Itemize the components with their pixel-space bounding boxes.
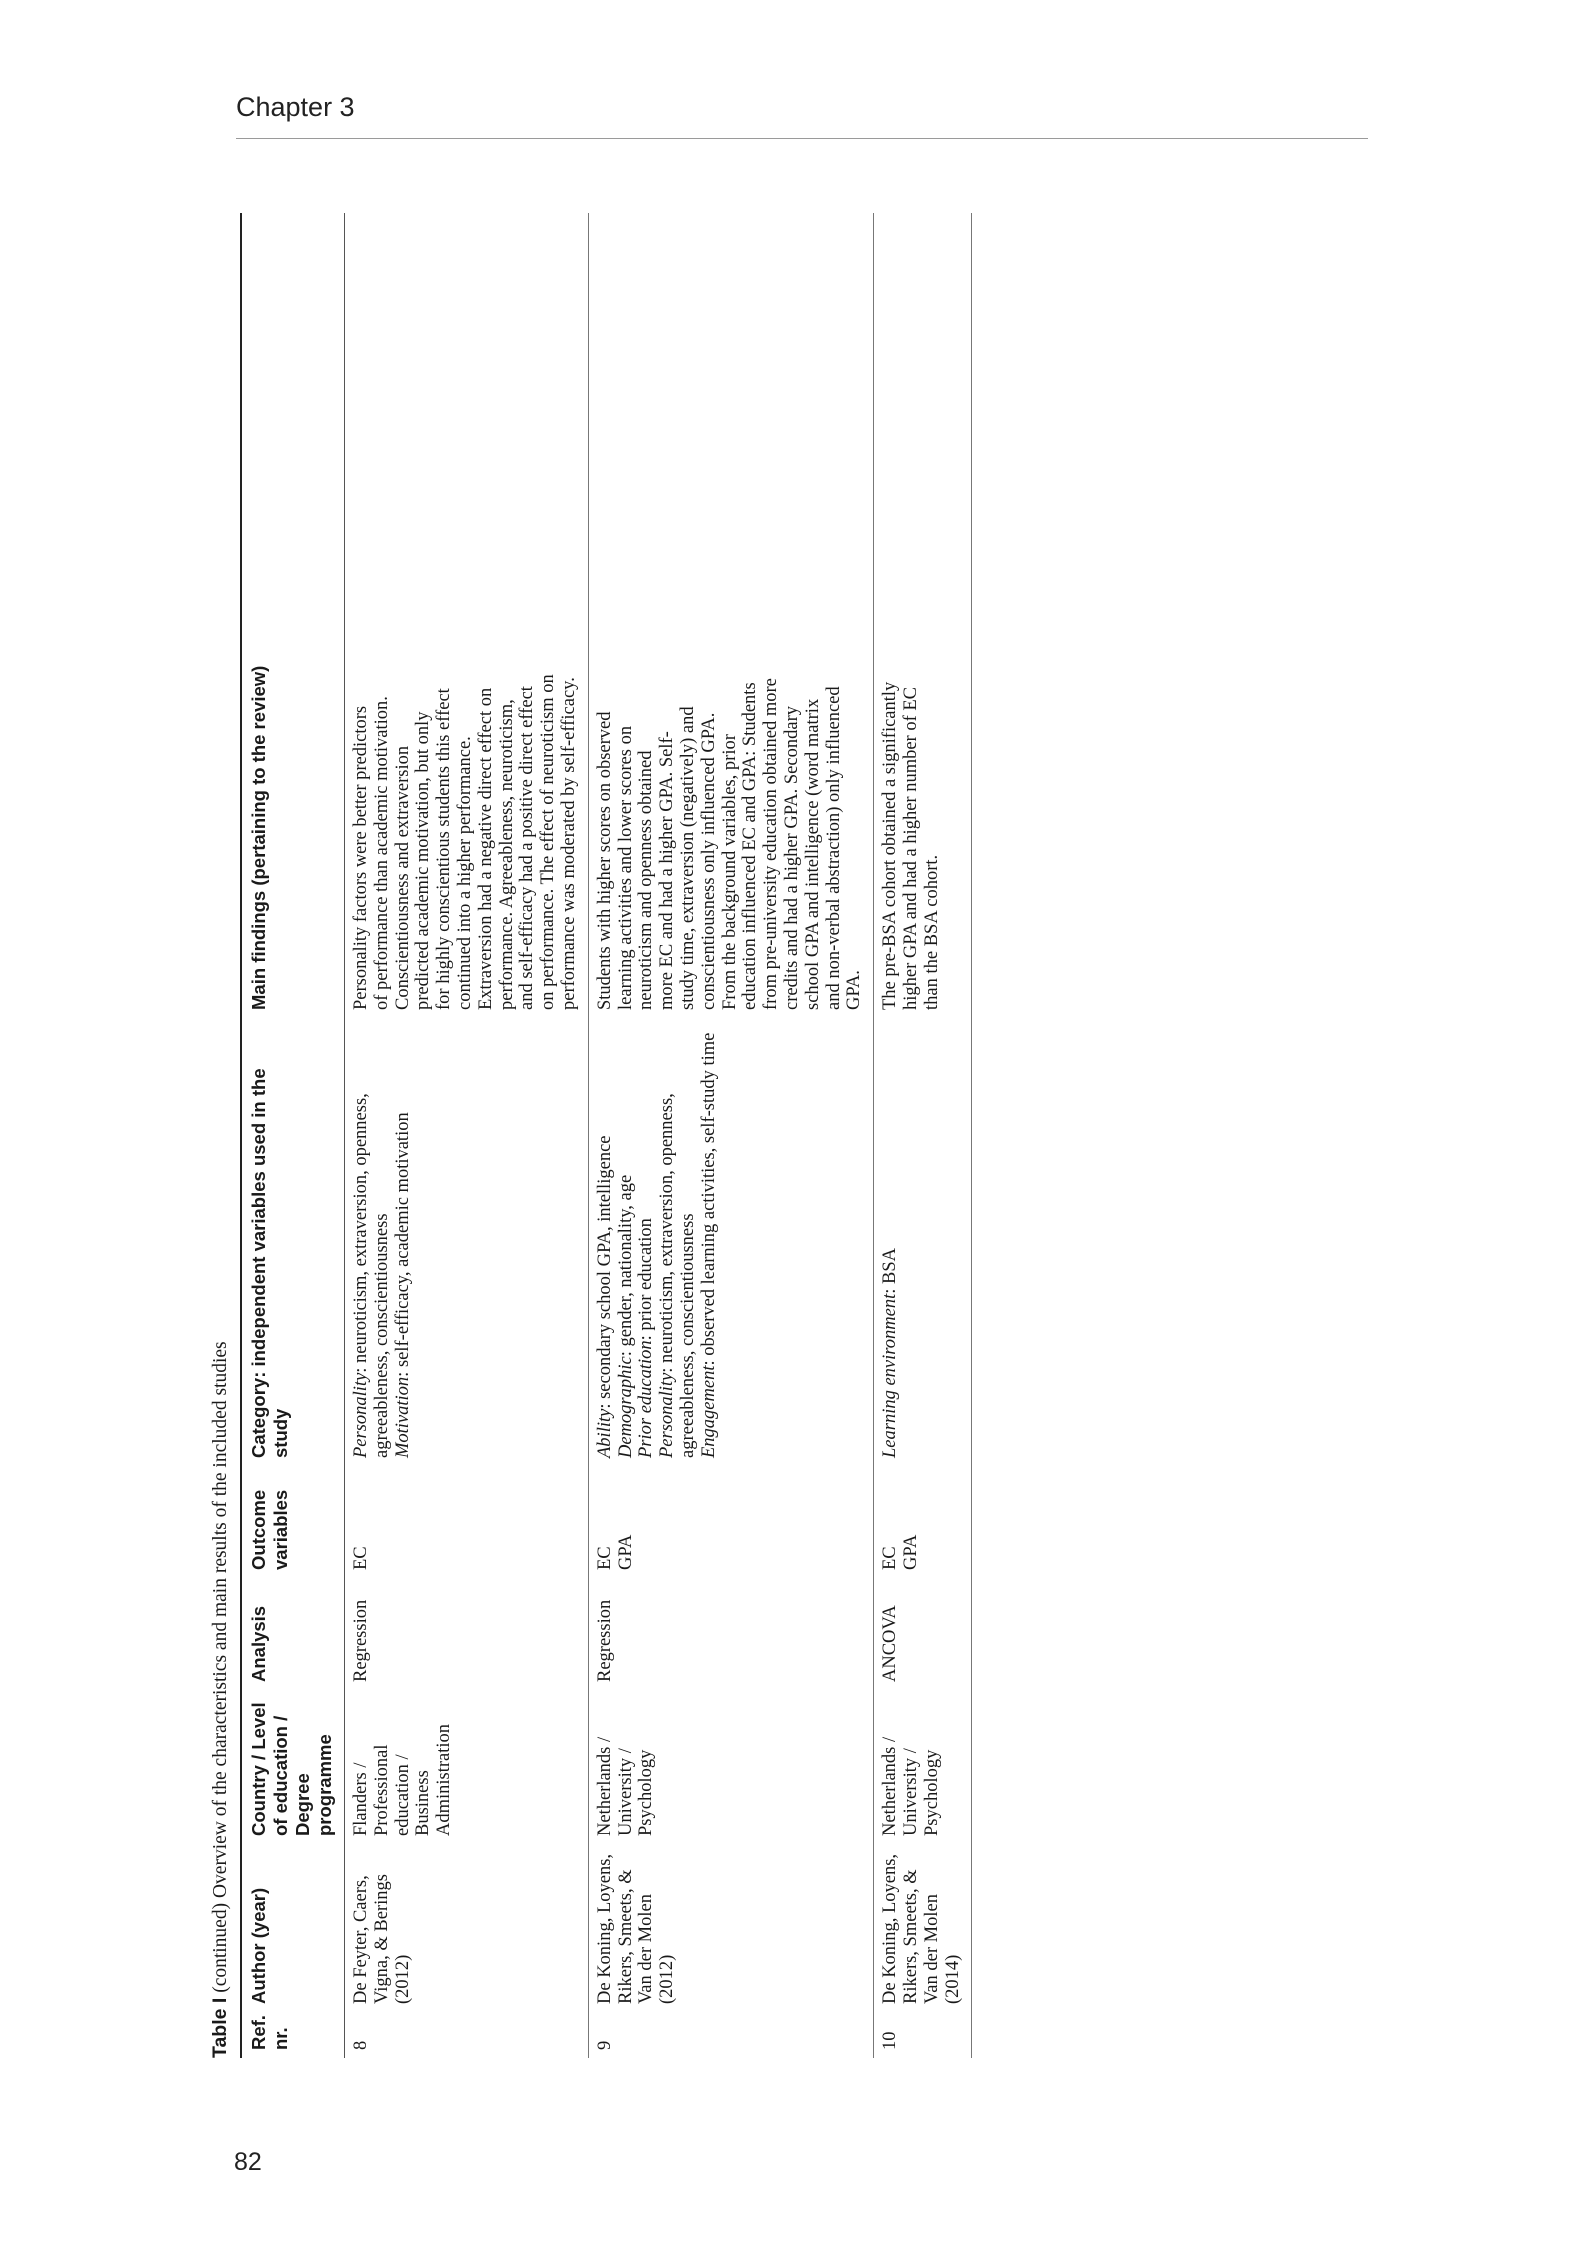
finding-line: neuroticism and openness obtained [636,750,657,1010]
outcome-cell [874,1466,972,1578]
variable-category: Demographic [615,1356,636,1458]
ref-cell: 10 [874,2012,972,2058]
col-header-country: Country / Level of education / Degree programme [241,1690,345,1844]
variable-list: : secondary school GPA, intelligence [594,1135,615,1409]
finding-line: study time, extraversion (negatively) and [677,706,698,1010]
finding-line: The pre-BSA cohort obtained a significantly [880,681,901,1010]
outcome-cell [588,1466,873,1578]
analysis-cell: ANCOVA [874,1578,972,1690]
page-number: 82 [234,2148,262,2176]
finding-line: and non-verbal abstraction) only influenced [823,686,844,1010]
studies-table [240,213,972,2058]
finding-line: on performance. The effect of neuroticism on [538,674,559,1010]
col-header-author: Author (year) [241,1844,345,2012]
outcome-value: EC [594,1546,615,1570]
country-cell: Netherlands / University / Psychology [874,1690,972,1844]
variable-category: Ability [594,1408,615,1458]
variable-category: Learning environment [880,1293,901,1458]
table-row [874,213,972,2058]
variable-category: Personality [657,1372,678,1458]
author-cell: De Feyter, Caers, Vigna, & Berings (2012) [351,1874,413,2004]
col-header-findings: Main findings (pertaining to the review) [241,213,345,1018]
country-cell: Netherlands / University / Psychology [588,1690,873,1844]
variable-list: : neuroticism, extraversion, openness, agreeableness, conscientiousness [657,1093,698,1458]
variables-cell [345,1018,589,1466]
variable-entry [880,1026,901,1458]
finding-line: education influenced EC and GPA: Students [740,682,761,1010]
variable-entry [699,1026,720,1458]
findings-cell [345,213,589,1018]
chapter-header: Chapter 3 [236,92,355,122]
finding-line: for highly conscientious students this effect [434,688,455,1010]
variable-entry [351,1026,393,1458]
finding-line: higher GPA and had a higher number of EC [900,686,921,1010]
finding-line: From the background variables, prior [719,734,740,1010]
variable-list: : neuroticism, extraversion, openness, agreeableness, conscientiousness [351,1093,392,1458]
variable-entry [616,1026,637,1458]
variable-category: Prior education [636,1340,657,1458]
variable-list: : observed learning activities, self-study time [698,1032,719,1366]
ref-cell: 9 [588,2012,873,2058]
variables-cell [874,1018,972,1466]
finding-line: Conscientiousness and extraversion [392,745,413,1010]
outcome-value: EC [351,1546,371,1570]
table-caption-text: (continued) Overview of the characteristics and main results of the included studies [210,1341,231,1998]
finding-line: more EC and had a higher GPA. Self- [657,731,678,1010]
finding-line: credits and had a higher GPA. Secondary [781,706,802,1010]
variable-list: : self-efficacy, academic motivation [392,1112,413,1377]
variable-entry [636,1026,657,1458]
analysis-cell: Regression [351,1599,371,1682]
finding-line: of performance than academic motivation. [371,696,392,1010]
rotated-table-region [208,213,1173,2058]
table-caption-label: Table I [209,1997,231,2058]
outcome-value: EC [880,1546,901,1570]
col-header-ref: Ref. nr. [241,2012,345,2058]
author-cell: De Koning, Loyens, Rikers, Smeets, & Van der Molen (2012) [588,1844,873,2012]
variable-list: : prior education [636,1218,657,1341]
finding-line: school GPA and intelligence (word matrix [802,698,823,1010]
table-row [345,213,589,2058]
variable-list: : BSA [880,1247,901,1294]
col-header-outcome: Outcome variables [241,1466,345,1578]
variable-category: Personality [351,1372,371,1458]
finding-line: Personality factors were better predictors [351,705,371,1010]
finding-line: performance was moderated by self-efficacy. [558,677,579,1010]
findings-cell [588,213,873,1018]
table-caption [208,1341,233,2058]
col-header-variables: Category: independent variables used in the study [241,1018,345,1466]
outcome-cell [345,1466,589,1578]
finding-line: from pre-university education obtained more [761,678,782,1010]
finding-line: continued into a higher performance. [454,736,475,1010]
finding-line: performance. Agreeableness, neuroticism, [496,699,517,1010]
variable-entry [393,1026,414,1458]
country-cell: Flanders / Professional education / Business Administration [351,1723,455,1836]
finding-line: Extraversion had a negative direct effect on [475,687,496,1010]
variable-entry [595,1026,616,1458]
finding-line: Students with higher scores on observed [594,711,615,1010]
outcome-value: GPA [900,1534,921,1570]
finding-line: learning activities and lower scores on [615,725,636,1010]
table-row [588,213,873,2058]
header-rule [236,138,1368,139]
variable-category: Motivation [392,1376,413,1458]
variable-entry [657,1026,699,1458]
table-header-row [241,213,345,2058]
finding-line: predicted academic motivation, but only [413,711,434,1010]
finding-line: conscientiousness only influenced GPA. [698,712,719,1010]
finding-line: GPA. [844,970,865,1010]
finding-line: and self-efficacy had a positive direct effect [517,686,538,1010]
outcome-value: GPA [615,1534,636,1570]
variables-cell [588,1018,873,1466]
ref-cell: 8 [351,2040,371,2050]
variable-category: Engagement [698,1365,719,1458]
variable-list: : gender, nationality, age [615,1174,636,1357]
analysis-cell: Regression [588,1578,873,1690]
col-header-analysis: Analysis [241,1578,345,1690]
finding-line: than the BSA cohort. [921,854,942,1010]
author-cell: De Koning, Loyens, Rikers, Smeets, & Van der Molen (2014) [874,1844,972,2012]
findings-cell [874,213,972,1018]
